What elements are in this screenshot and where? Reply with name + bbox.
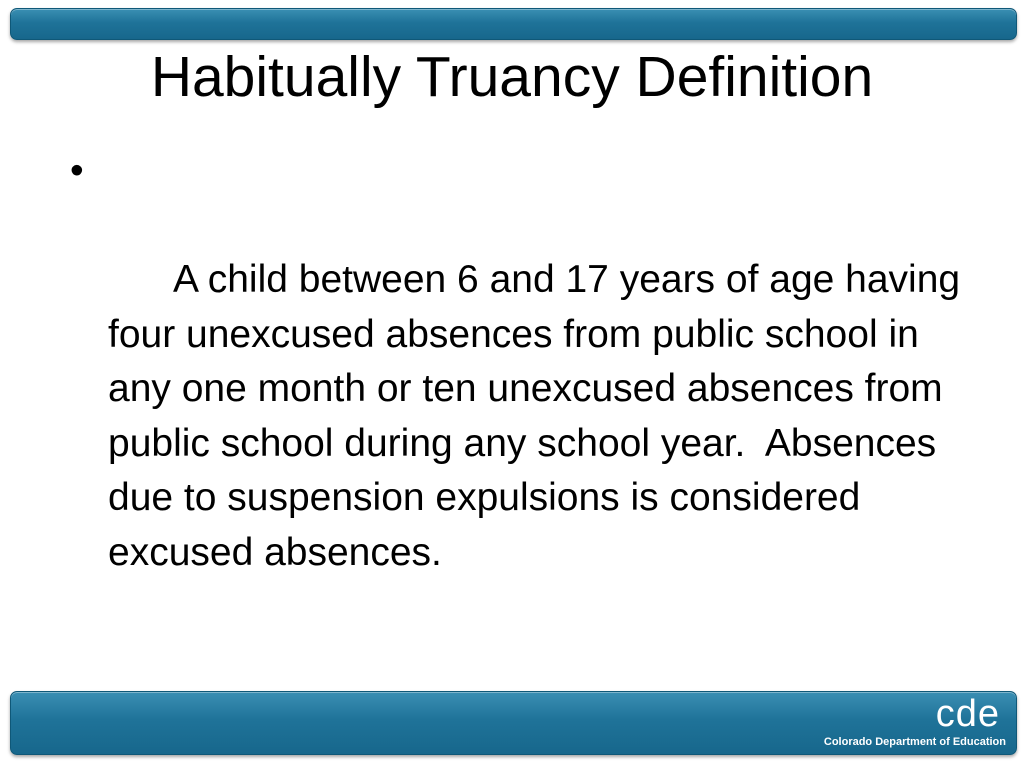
bullet-text: A child between 6 and 17 years of age having four unexcused absences from public school in any one month or ten unexcused absences from public school during any school year. Absences due to suspension expulsions is considered excused absences. xyxy=(108,258,971,574)
bullet-icon: • xyxy=(70,149,84,192)
logo-mark: cde xyxy=(935,693,1000,735)
slide-title: Habitually Truancy Definition xyxy=(150,45,874,109)
top-banner-bar xyxy=(10,8,1017,40)
bullet-item xyxy=(68,144,971,635)
cde-logo xyxy=(776,693,1006,749)
logo-organization-name: Colorado Department of Education xyxy=(823,736,1006,748)
bullet-list xyxy=(68,144,971,635)
